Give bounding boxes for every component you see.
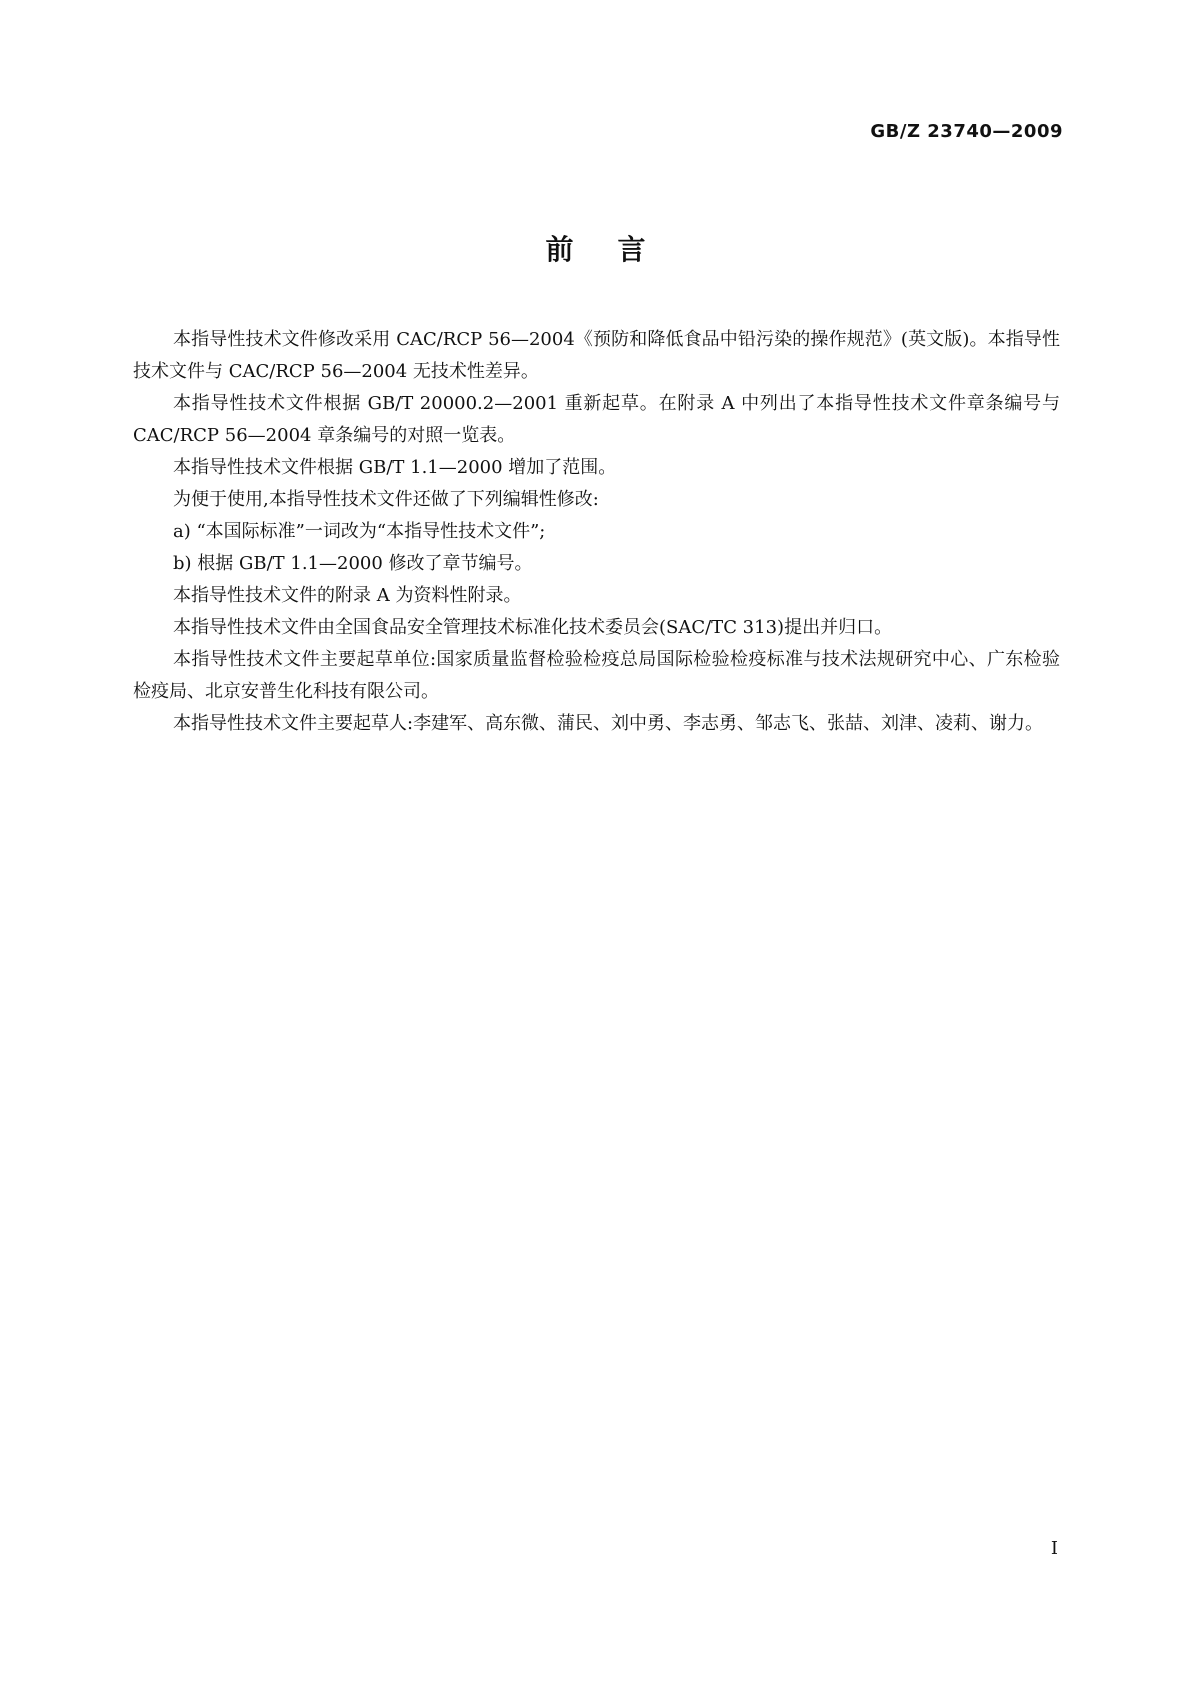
foreword-body	[133, 324, 1060, 740]
paragraph-scope-added: 本指导性技术文件根据 GB/T 1.1—2000 增加了范围。	[173, 457, 617, 478]
paragraph-editorial-intro: 为便于使用,本指导性技术文件还做了下列编辑性修改:	[173, 489, 599, 510]
paragraph-committee: 本指导性技术文件由全国食品安全管理技术标准化技术委员会(SAC/TC 313)提出并归口。	[173, 617, 893, 638]
paragraph-drafting-units: 本指导性技术文件主要起草单位:国家质量监督检验检疫总局国际检验检疫标准与技术法规研究中心、广东检验检疫局、北京安普生化科技有限公司。	[133, 649, 1060, 702]
list-item-b: b) 根据 GB/T 1.1—2000 修改了章节编号。	[173, 553, 533, 574]
paragraph-annex: 本指导性技术文件的附录 A 为资料性附录。	[173, 585, 522, 606]
list-item-a: a) “本国际标准”一词改为“本指导性技术文件”;	[173, 521, 546, 542]
document-code: GB/Z 23740—2009	[870, 121, 1063, 142]
paragraph-adoption: 本指导性技术文件修改采用 CAC/RCP 56—2004《预防和降低食品中铅污染的操作规范》(英文版)。本指导性技术文件与 CAC/RCP 56—2004 无技术性差异。	[133, 329, 1060, 382]
page-title: 前言	[545, 233, 690, 266]
paragraph-drafting-basis: 本指导性技术文件根据 GB/T 20000.2—2001 重新起草。在附录 A 中列出了本指导性技术文件章条编号与 CAC/RCP 56—2004 章条编号的对照一览表。	[133, 393, 1060, 446]
paragraph-drafters: 本指导性技术文件主要起草人:李建军、高东微、蒲民、刘中勇、李志勇、邹志飞、张喆、刘津、凌莉、谢力。	[173, 713, 1044, 734]
page-number: I	[1050, 1538, 1058, 1559]
